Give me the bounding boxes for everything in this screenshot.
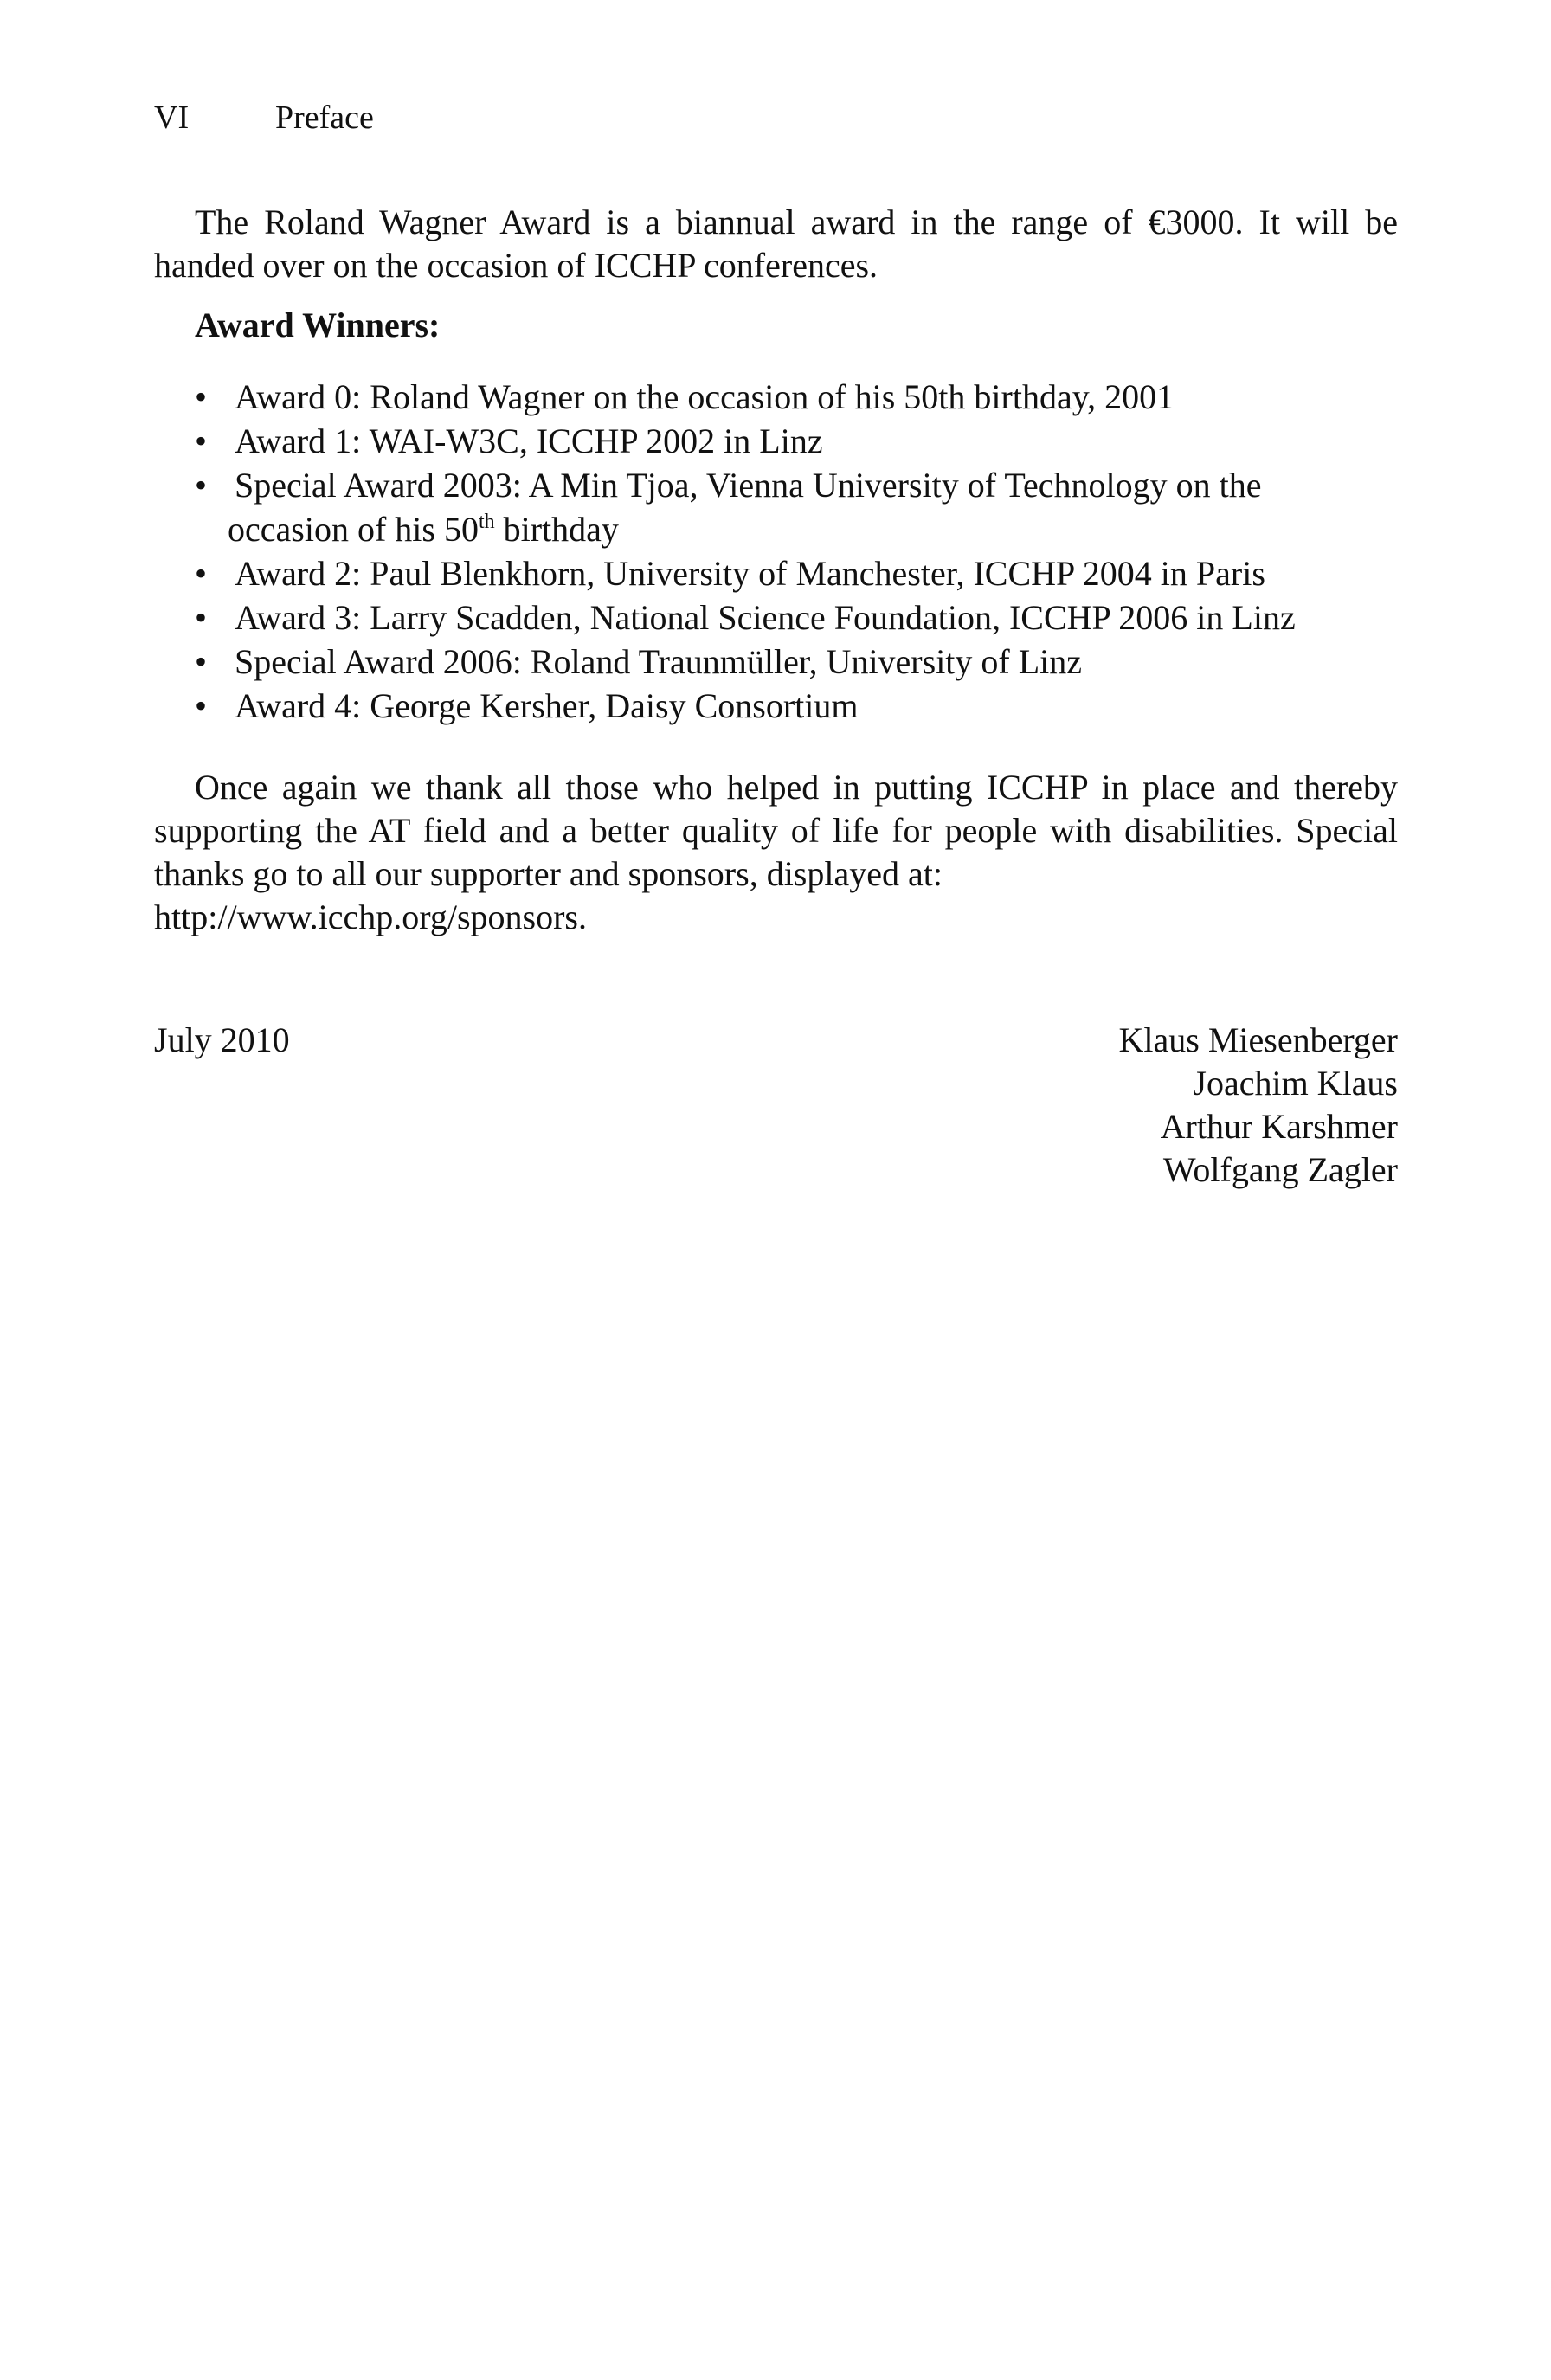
page-number: VI: [154, 100, 190, 136]
editor-name: Arthur Karshmer: [1160, 1107, 1398, 1146]
bullet-icon: •: [195, 554, 208, 593]
list-item: [154, 684, 1398, 728]
bullet-icon: •: [195, 421, 208, 460]
award-section: [154, 201, 1398, 728]
list-item-continuation: [228, 507, 1398, 551]
list-item-text: Special Award 2006: Roland Traunmüller, University of Linz: [235, 642, 1083, 681]
list-item-text: Award 4: George Kersher, Daisy Consortium: [235, 686, 859, 725]
list-item-text: Special Award 2003: A Min Tjoa, Vienna University of Technology on the: [235, 466, 1262, 505]
bullet-icon: •: [195, 377, 208, 416]
list-item-text: Award 2: Paul Blenkhorn, University of Manchester, ICCHP 2004 in Paris: [235, 554, 1265, 593]
award-winners-heading: Award Winners:: [195, 306, 441, 344]
award-winners-list: [154, 375, 1398, 728]
list-item: [154, 551, 1398, 595]
list-item: [154, 375, 1398, 419]
bullet-icon: •: [195, 686, 208, 725]
thanks-paragraph: Once again we thank all those who helped in putting ICCHP in place and thereby supporting the AT field and a better quality of life for people with disabilities. Special thanks go to all our supporter and sponsors, displayed at:: [154, 768, 1398, 893]
running-head: [154, 97, 374, 138]
bullet-icon: •: [195, 642, 208, 681]
bullet-icon: •: [195, 466, 208, 505]
list-item-text: Award 3: Larry Scadden, National Science Foundation, ICCHP 2006 in Linz: [235, 598, 1296, 637]
date-line: July 2010: [154, 1020, 290, 1059]
section-title: Preface: [275, 100, 374, 136]
editor-name: Klaus Miesenberger: [1118, 1020, 1398, 1059]
list-item-text: Award 1: WAI-W3C, ICCHP 2002 in Linz: [235, 421, 823, 460]
list-item: [154, 463, 1398, 551]
ordinal-suffix: th: [478, 511, 495, 533]
list-item: [154, 419, 1398, 463]
list-item-text: Award 0: Roland Wagner on the occasion of his 50th birthday, 2001: [235, 377, 1175, 416]
editor-name: Joachim Klaus: [1193, 1064, 1398, 1103]
thanks-section: [154, 766, 1398, 939]
list-item-text: birthday: [494, 510, 619, 549]
list-item: [154, 595, 1398, 640]
editor-name: Wolfgang Zagler: [1162, 1150, 1398, 1189]
award-description: The Roland Wagner Award is a biannual award in the range of €3000. It will be handed over on the occasion of ICCHP conferences.: [154, 203, 1398, 285]
editor-signatures: [1119, 1019, 1399, 1192]
list-item-text: occasion of his 50: [228, 510, 479, 549]
sponsors-link[interactable]: http://www.icchp.org/sponsors.: [154, 897, 587, 936]
list-item: [154, 640, 1398, 684]
bullet-icon: •: [195, 598, 208, 637]
